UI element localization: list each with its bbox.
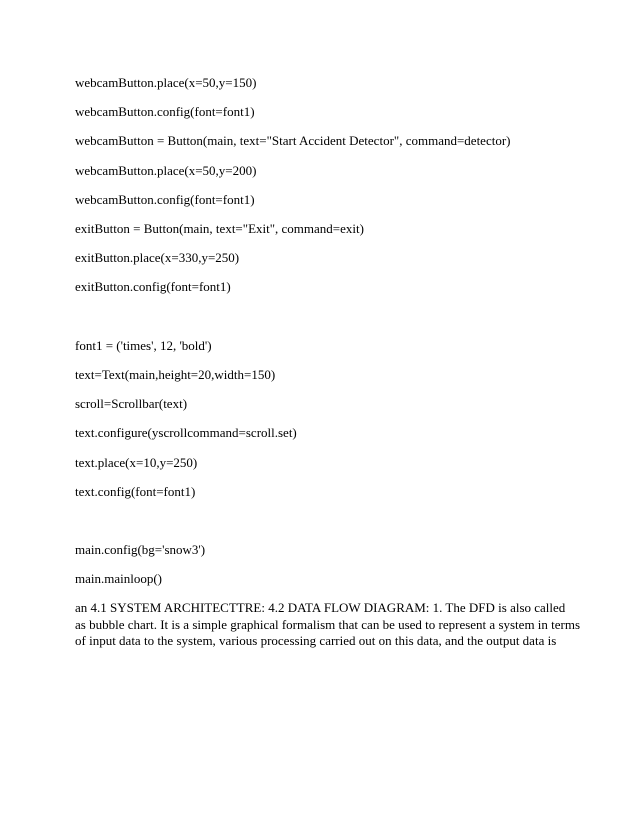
code-line: exitButton = Button(main, text="Exit", command=exit) [75, 221, 364, 236]
paragraph-line: of input data to the system, various processing carried out on this data, and the output data is [75, 633, 557, 648]
code-line: scroll=Scrollbar(text) [75, 396, 188, 411]
code-line: text.place(x=10,y=250) [75, 455, 198, 470]
code-line: webcamButton.place(x=50,y=200) [75, 163, 257, 178]
code-line: exitButton.config(font=font1) [75, 279, 231, 294]
paragraph-line: an 4.1 SYSTEM ARCHITECTTRE: 4.2 DATA FLOW DIAGRAM: 1. The DFD is also called [75, 600, 566, 615]
code-line: webcamButton.config(font=font1) [75, 192, 255, 207]
code-line: text.config(font=font1) [75, 484, 196, 499]
code-line: main.config(bg='snow3') [75, 542, 206, 557]
code-line: webcamButton.config(font=font1) [75, 104, 255, 119]
code-line: main.mainloop() [75, 571, 163, 586]
code-line: webcamButton.place(x=50,y=150) [75, 75, 257, 90]
code-line: exitButton.place(x=330,y=250) [75, 250, 240, 265]
code-line: text=Text(main,height=20,width=150) [75, 367, 276, 382]
code-line: text.configure(yscrollcommand=scroll.set) [75, 425, 297, 440]
code-line: font1 = ('times', 12, 'bold') [75, 338, 212, 353]
paragraph-line: as bubble chart. It is a simple graphical formalism that can be used to represent a system in terms [75, 616, 581, 632]
body-paragraph [75, 600, 581, 650]
code-line: webcamButton = Button(main, text="Start Accident Detector", command=detector) [75, 133, 511, 148]
